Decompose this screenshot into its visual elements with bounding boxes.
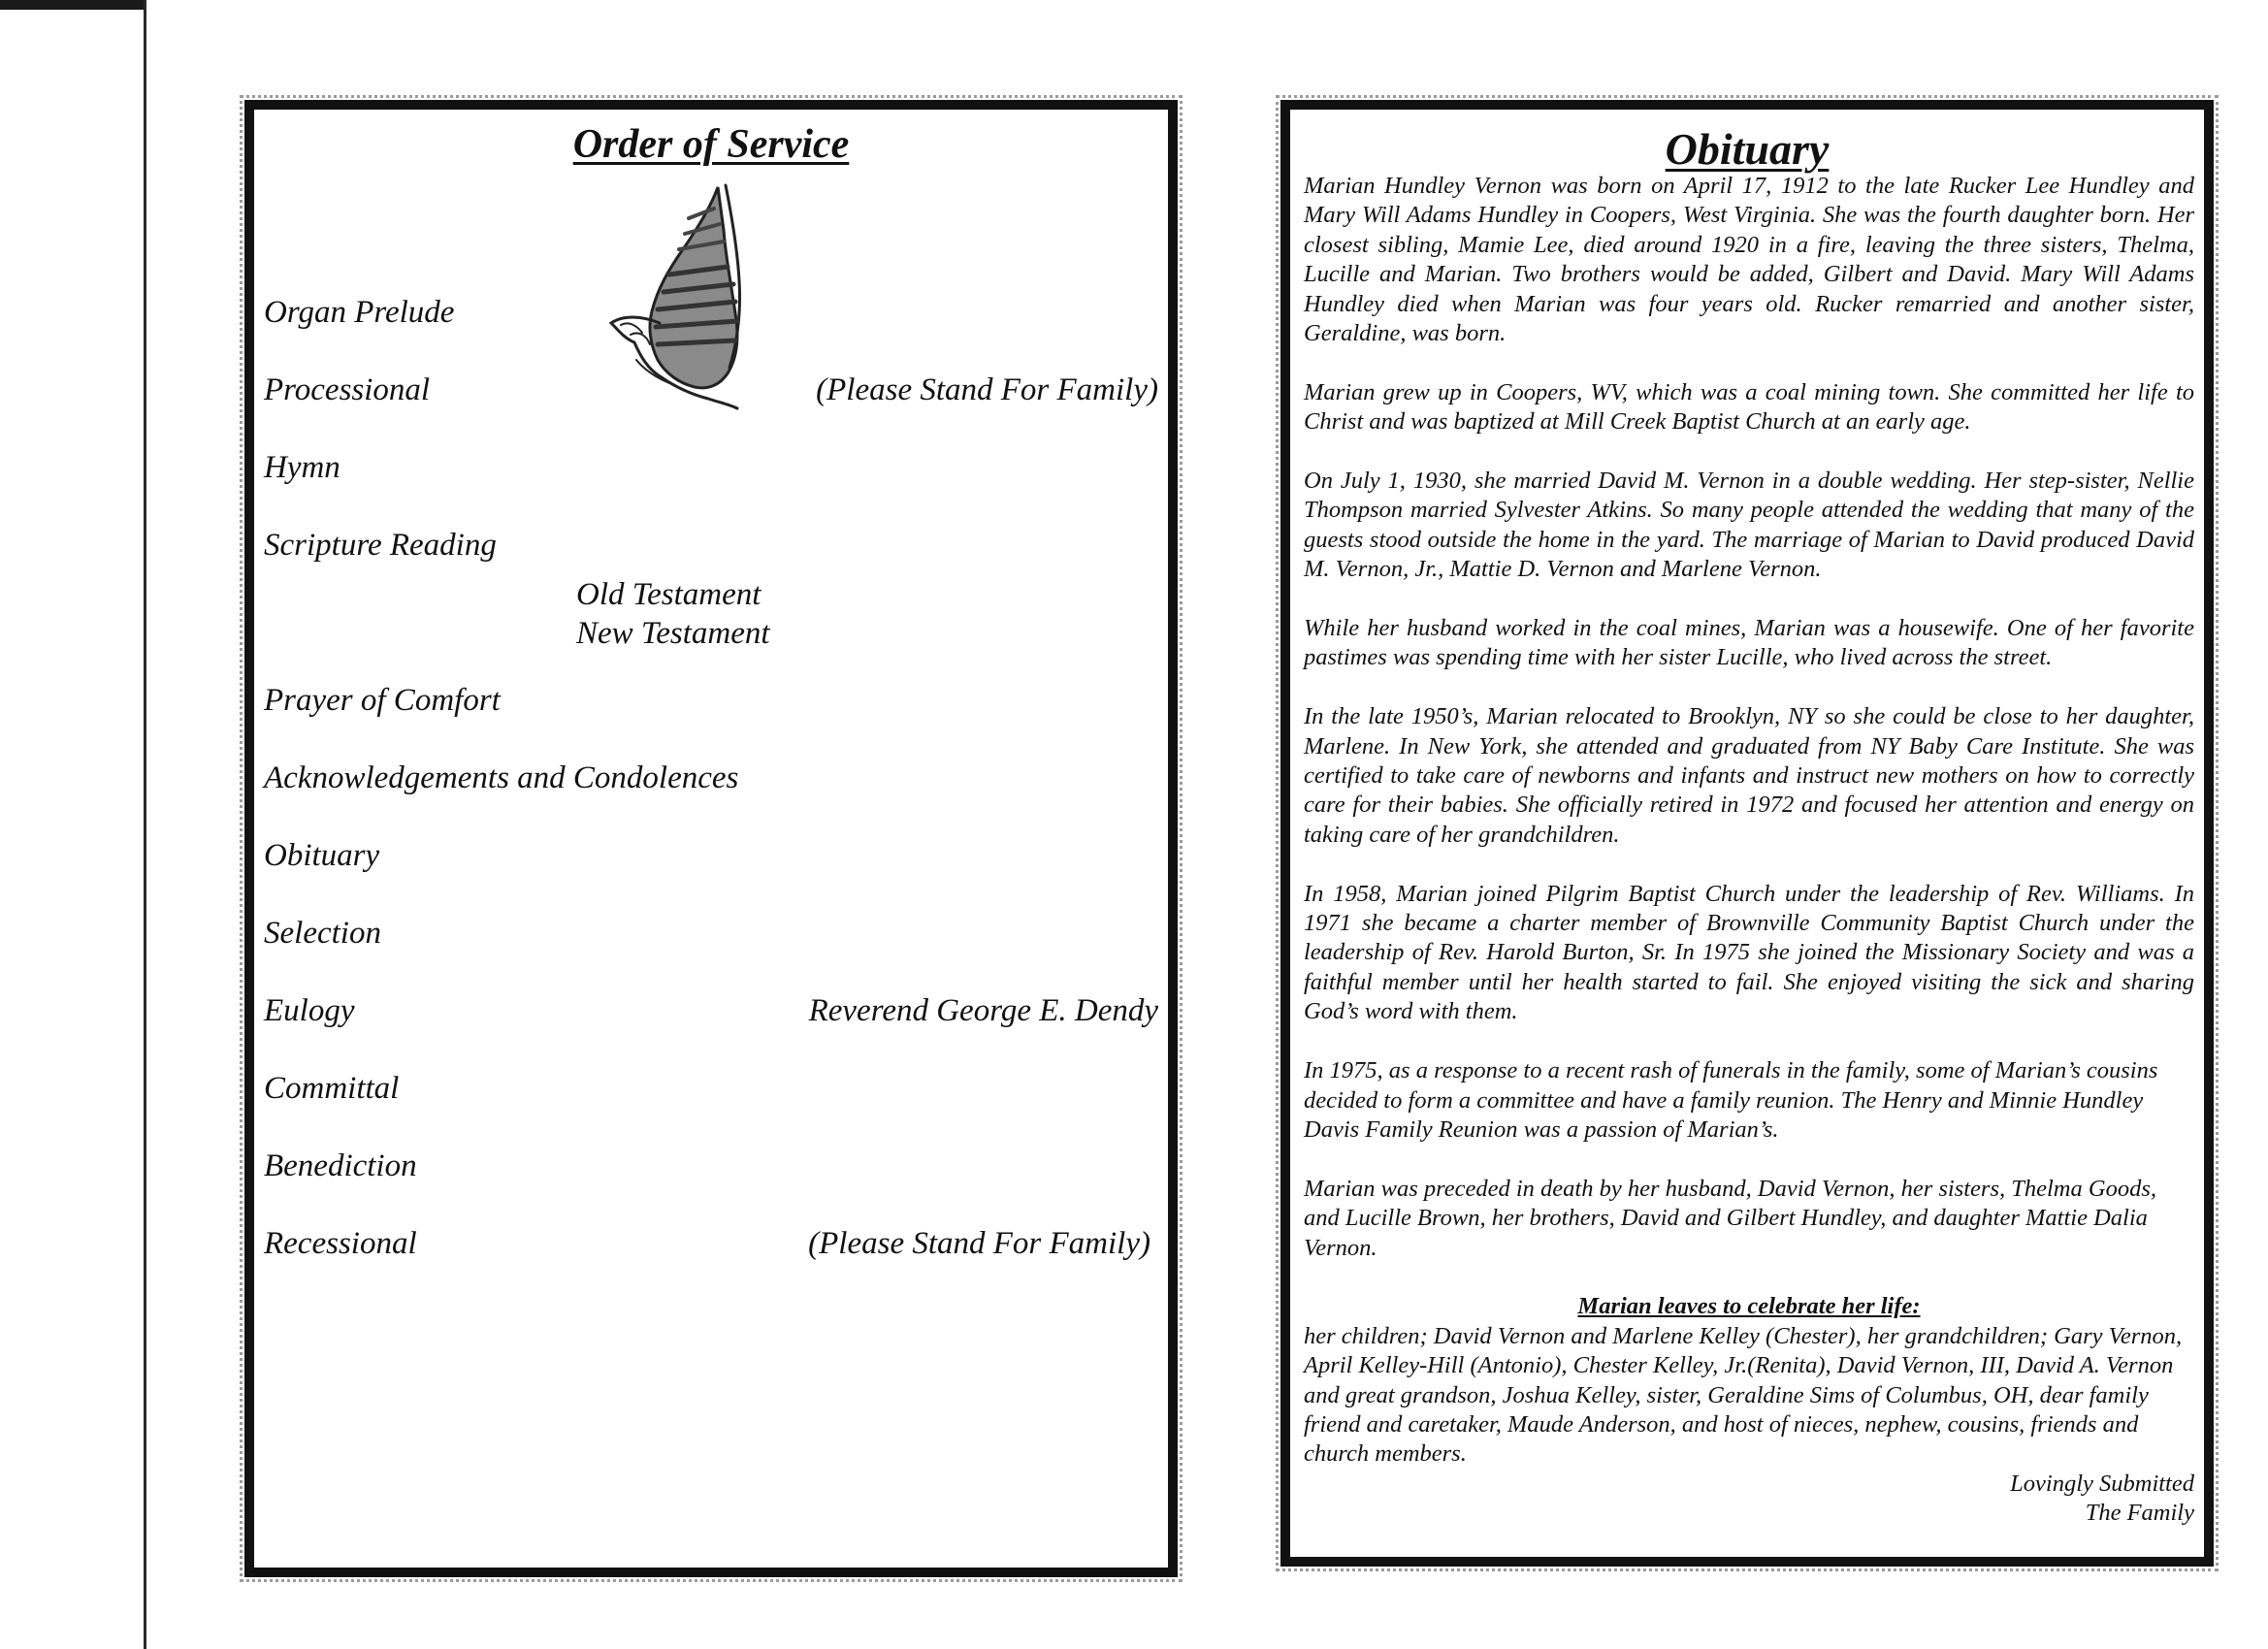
scripture-subitems bbox=[576, 575, 770, 653]
subitem-new-testament: New Testament bbox=[576, 616, 770, 651]
obituary-paragraph-preceded: Marian was preceded in death by her husband, David Vernon, her sisters, Thelma Goods, and Lucille Brown, her brothers, David and Gilbert Hundley, and daughter Mattie Dalia Vernon. bbox=[1304, 1175, 2156, 1261]
service-item-organ-prelude: Organ Prelude bbox=[264, 295, 455, 330]
obituary-paragraph-housewife: While her husband worked in the coal mines, Marian was a housewife. One of her favorite pastimes was spending time with her sister Lucille, who lived across the street. bbox=[1304, 615, 2194, 671]
service-item-selection: Selection bbox=[264, 916, 381, 951]
celebrate-text: her children; David Vernon and Marlene Kelley (Chester), her grandchildren; Gary Vernon, April Kelley-Hill (Antonio), Chester Kelley, Jr.(Renita), David Vernon, III, David A. Vernon and great grandson, Joshua Kelley, sister, Geraldine Sims of Columbus, OH, dear family friend and caretaker, Maude Anderson, and host of nieces, nephew, cousins, friends and church members. bbox=[1304, 1322, 2183, 1468]
obituary-title: Obituary bbox=[1665, 124, 1830, 174]
obituary-paragraph-marriage: On July 1, 1930, she married David M. Vernon in a double wedding. Her step-sister, Nellie Thompson married Sylvester Atkins. So many people attended the wedding that many of the guests stood outside the home in the yard. The marriage of Marian to David produced David M. Vernon, Jr., Mattie D. Vernon and Marlene Vernon. bbox=[1304, 468, 2194, 583]
obituary-paragraph-reunion: In 1975, as a response to a recent rash of funerals in the family, some of Marian’s cousins decided to form a committee and have a family reunion. The Henry and Minnie Hundley Davis Family Reunion was a passion of Marian’s. bbox=[1304, 1057, 2158, 1143]
service-item-committal: Committal bbox=[264, 1071, 400, 1106]
service-item-obituary: Obituary bbox=[264, 838, 380, 873]
service-item-hymn: Hymn bbox=[264, 450, 340, 485]
order-of-service-panel bbox=[244, 100, 1178, 1577]
processional-note: (Please Stand For Family) bbox=[816, 372, 1158, 407]
signoff-line-2: The Family bbox=[2085, 1500, 2194, 1527]
obituary-paragraph-birth: Marian Hundley Vernon was born on April 17, 1912 to the late Rucker Lee Hundley and Mary Will Adams Hundley in Coopers, West Virginia. She was the fourth daughter born. Her closest sibling, Mamie Lee, died around 1920 in a fire, leaving the three sisters, Thelma, Lucille and Marian. Two brothers would be added, Gilbert and David. Mary Will Adams Hundley died when Marian was four years old. Rucker remarried and another sister, Geraldine, was born. bbox=[1304, 173, 2194, 347]
eulogy-note: Reverend George E. Dendy bbox=[808, 993, 1158, 1028]
celebrate-heading: Marian leaves to celebrate her life: bbox=[1577, 1293, 1921, 1320]
service-item-benediction: Benediction bbox=[264, 1148, 417, 1183]
signoff-line-1: Lovingly Submitted bbox=[2010, 1470, 2194, 1497]
service-item-scripture-reading: Scripture Reading bbox=[264, 528, 497, 563]
obituary-paragraph-church: In 1958, Marian joined Pilgrim Baptist Church under the leadership of Rev. Williams. In 1971 she became a charter member of Brownville Community Baptist Church under the leadership of Rev. Harold Burton, Sr. In 1975 she joined the Missionary Society and was a faithful member until her health started to fail. She enjoyed visiting the sick and sharing God’s word with them. bbox=[1304, 880, 2194, 1025]
obituary-paragraph-brooklyn: In the late 1950’s, Marian relocated to Brooklyn, NY so she could be close to her daughter, Marlene. In New York, she attended and graduated from NY Baby Care Institute. She was certified to take care of newborns and infants and instruct new mothers on how to correctly care for their babies. She officially retired in 1972 and focused her attention and energy on taking care of her grandchildren. bbox=[1304, 703, 2194, 848]
scan-edge-top bbox=[0, 0, 146, 10]
obituary-body bbox=[1304, 172, 2194, 1529]
service-item-prayer-of-comfort: Prayer of Comfort bbox=[264, 683, 501, 718]
obituary-paragraph-childhood: Marian grew up in Coopers, WV, which was a coal mining town. She committed her life to Christ and was baptized at Mill Creek Baptist Church at an early age. bbox=[1304, 378, 2194, 436]
service-item-recessional: Recessional (Please Stand For Family) bbox=[254, 1219, 1168, 1268]
order-of-service-title: Order of Service bbox=[572, 122, 850, 167]
service-item-eulogy: Eulogy Reverend George E. Dendy bbox=[254, 986, 1168, 1035]
scan-edge-left bbox=[144, 0, 146, 1649]
obituary-panel bbox=[1280, 100, 2214, 1567]
service-item-acknowledgements: Acknowledgements and Condolences bbox=[264, 760, 739, 795]
subitem-old-testament: Old Testament bbox=[576, 577, 761, 612]
recessional-note: (Please Stand For Family) bbox=[808, 1226, 1150, 1261]
service-item-processional: Processional (Please Stand For Family) bbox=[254, 366, 1168, 414]
